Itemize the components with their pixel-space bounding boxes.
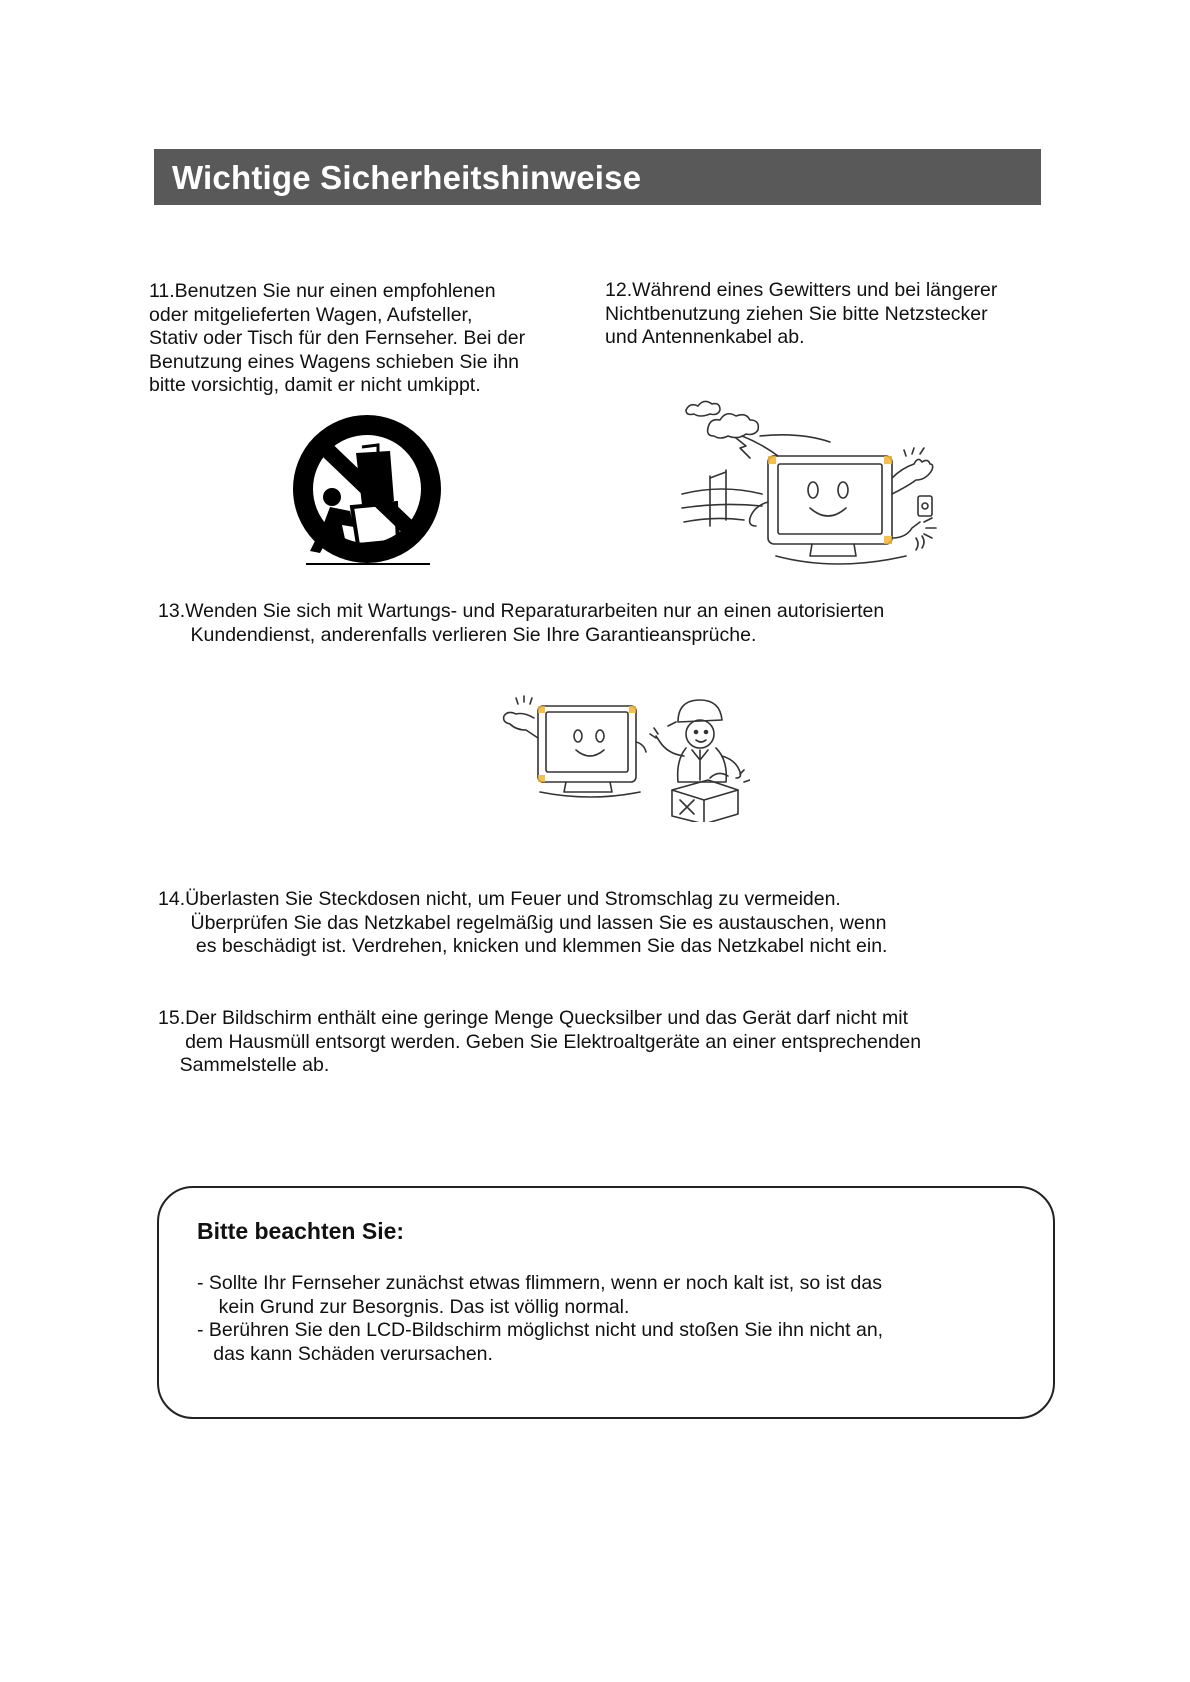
- tv-technician-illustration: [500, 692, 750, 822]
- page-title: Wichtige Sicherheitshinweise: [172, 159, 642, 196]
- note-title: Bitte beachten Sie:: [197, 1218, 405, 1244]
- item-11-text: 11.Benutzen Sie nur einen empfohlenen oder mitgelieferten Wagen, Aufsteller, Stativ oder Tisch für den Fernseher. Bei der Benutzung eines Wagens schieben Sie ihn bitte vorsichtig, damit er nicht umkippt.: [149, 280, 526, 396]
- storm-tv-illustration: [680, 398, 950, 568]
- item-12-text: 12.Während eines Gewitters und bei längerer Nichtbenutzung ziehen Sie bitte Netzstecker und Antennenkabel ab.: [605, 279, 998, 348]
- cart-warning-icon: [292, 415, 442, 568]
- item-15-text: 15.Der Bildschirm enthält eine geringe Menge Quecksilber und das Gerät darf nicht mit dem Hausmüll entsorgt werden. Geben Sie Elektroaltgeräte an einer entsprechenden Sammelstelle ab.: [158, 1007, 922, 1076]
- note-box: [157, 1186, 1055, 1419]
- note-text: - Sollte Ihr Fernseher zunächst etwas flimmern, wenn er noch kalt ist, so ist das kein Grund zur Besorgnis. Das ist völlig normal. - Berühren Sie den LCD-Bildschirm möglichst nicht und stoßen Sie ihn nicht an, das kann Schäden verursachen.: [197, 1272, 884, 1365]
- item-14-text: 14.Überlasten Sie Steckdosen nicht, um Feuer und Stromschlag zu vermeiden. Überprüfen Sie das Netzkabel regelmäßig und lassen Sie es austauschen, wenn es beschädigt ist. Verdrehen, knicken und klemmen Sie das Netzkabel nicht ein.: [158, 888, 888, 957]
- section-header: [154, 149, 1041, 205]
- item-13-text: 13.Wenden Sie sich mit Wartungs- und Reparaturarbeiten nur an einen autorisierten Kundendienst, anderenfalls verlieren Sie Ihre Garantieansprüche.: [158, 600, 885, 646]
